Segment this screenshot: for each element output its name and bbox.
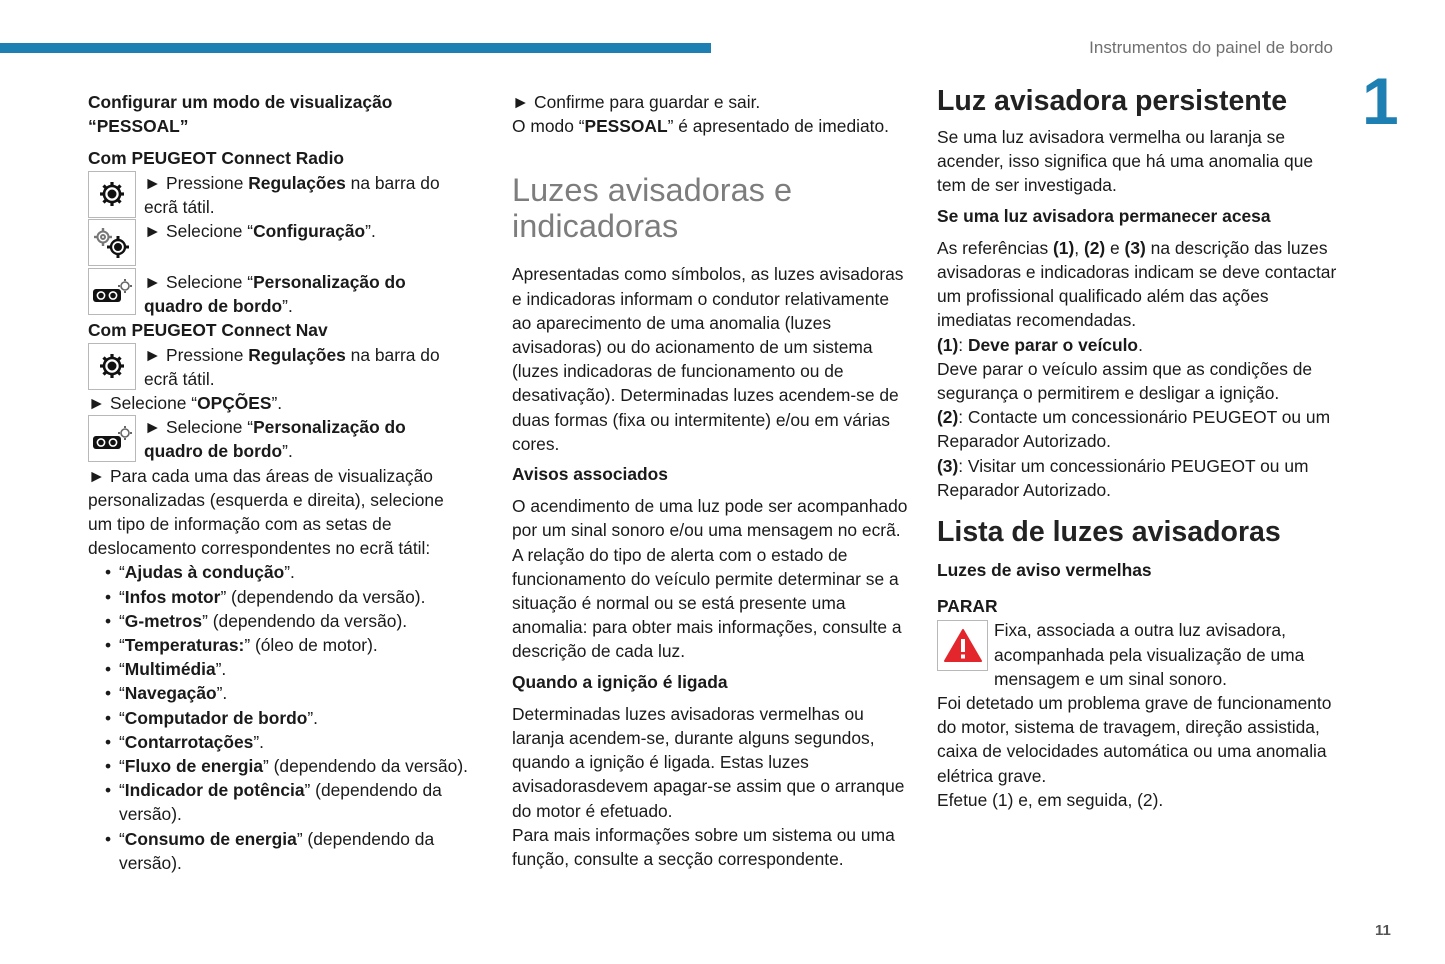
- info-type-item: • “G-metros” (dependendo da versão).: [119, 609, 468, 633]
- paragraph: Deve parar o veículo assim que as condições de segurança o permitirem e desligar a ignição.: [937, 358, 1313, 404]
- column-left: [88, 90, 468, 875]
- references-paragraph: As referências (1), (2) e (3) na descrição das luzes avisadoras e indicadoras indicam se deve contactar um profissional qualificado além das ações imediatas recomendadas.: [937, 237, 1337, 331]
- step-text: ► Pressione Regulações na barra do ecrã tátil.: [144, 172, 440, 217]
- step-text: ► Pressione Regulações na barra do ecrã tátil.: [144, 344, 440, 389]
- paragraph: A relação do tipo de alerta com o estado de funcionamento do veículo permite determinar se a situação é normal ou se está presente uma anomalia: para obter mais informações, consulte a descrição de cada luz.: [512, 544, 902, 662]
- info-type-list: [88, 560, 468, 875]
- persistent-light-heading: Luz avisadora persistente: [937, 85, 1288, 117]
- section-title: Instrumentos do painel de bordo: [1089, 38, 1333, 57]
- paragraph: Foi detetado um problema grave de funcionamento do motor, sistema de travagem, direção assistida, caixa de velocidades automática ou uma anomalia elétrica grave.: [937, 693, 1332, 786]
- warning-lights-title: Luzes avisadoras e indicadoras: [512, 172, 793, 245]
- cluster-personalization-icon: [88, 415, 136, 462]
- step-row: [88, 415, 468, 463]
- step-row: [88, 268, 468, 318]
- paragraph: Para mais informações sobre um sistema ou uma função, consulte a secção correspondente.: [512, 824, 895, 870]
- info-type-item: • “Multimédia”.: [119, 657, 468, 681]
- display-areas-text: ► Para cada uma das áreas de visualização personalizadas (esquerda e direita), selecione um tipo de informação com as setas de deslocamento correspondentes no ecrã tátil:: [88, 465, 444, 559]
- reference-3: (3): Visitar um concessionário PEUGEOT ou um Reparador Autorizado.: [937, 455, 1309, 500]
- associated-warnings-heading: Avisos associados: [512, 464, 668, 485]
- warning-list-heading: Lista de luzes avisadoras: [937, 516, 1281, 549]
- step-row: [88, 171, 468, 219]
- confirm-step: ► Confirme para guardar e sair.: [512, 92, 761, 112]
- header-accent-bar: [0, 43, 711, 53]
- settings-gear-icon: [88, 343, 136, 390]
- mode-shown-text: O modo “PESSOAL” é apresentado de imediato.: [512, 116, 889, 137]
- info-type-item: • “Consumo de energia” (dependendo da versão).: [119, 827, 468, 875]
- reference-2: (2): Contacte um concessionário PEUGEOT ou um Reparador Autorizado.: [937, 407, 1331, 452]
- cluster-personalization-icon: [88, 268, 136, 315]
- connect-radio-heading: Com PEUGEOT Connect Radio: [88, 148, 345, 169]
- settings-gear-icon: [88, 171, 136, 218]
- info-type-item: • “Ajudas à condução”.: [119, 560, 468, 584]
- step-row: [88, 219, 468, 266]
- intro-paragraph: Apresentadas como símbolos, as luzes avisadoras e indicadoras informam o condutor relativamente ao aparecimento de uma anomalia (luzes avisadoras) ou do acionamento de um sistema (luzes indicadoras de funcionamento ou de desativação). Determinadas luzes acendem-se de duas formas (fixa ou intermitente) e/ou em várias cores.: [512, 264, 904, 454]
- chapter-number: 1: [1362, 64, 1399, 138]
- info-type-item: • “Computador de bordo”.: [119, 706, 468, 730]
- step-row: [88, 343, 468, 391]
- page-number: 11: [1375, 922, 1391, 939]
- step-text: ► Selecione “OPÇÕES”.: [88, 393, 283, 414]
- step-text: ► Selecione “Personalização do quadro de bordo”.: [144, 272, 406, 317]
- info-type-item: • “Fluxo de energia” (dependendo da versão).: [119, 754, 468, 778]
- info-type-item: • “Indicador de potência” (dependendo da versão).: [119, 778, 468, 826]
- info-type-item: • “Temperaturas:” (óleo de motor).: [119, 633, 468, 657]
- info-type-item: • “Contarrotações”.: [119, 730, 468, 754]
- step-text: ► Selecione “Personalização do quadro de bordo”.: [144, 417, 406, 462]
- connect-nav-heading: Com PEUGEOT Connect Nav: [88, 320, 328, 341]
- column-right: [937, 85, 1337, 812]
- stop-warning-triangle-icon: [937, 620, 988, 671]
- personal-mode-heading: Configurar um modo de visualização “PESSOAL”: [88, 92, 393, 137]
- stop-heading: PARAR: [937, 596, 998, 617]
- reference-1: (1): Deve parar o veículo.: [937, 334, 1143, 355]
- stop-row: [937, 618, 1337, 691]
- light-stays-on-heading: Se uma luz avisadora permanecer acesa: [937, 205, 1271, 226]
- step-text: ► Selecione “Configuração”.: [144, 221, 376, 242]
- column-middle: [512, 90, 912, 871]
- configuration-gears-icon: [88, 219, 136, 266]
- paragraph: Se uma luz avisadora vermelha ou laranja se acender, isso significa que há uma anomalia que tem de ser investigada.: [937, 127, 1314, 196]
- paragraph: Determinadas luzes avisadoras vermelhas ou laranja acendem-se, durante alguns segundos, quando a ignição é ligada. Estas luzes avisadorasdevem apagar-se assim que o arranque do motor é efetuado.: [512, 703, 905, 821]
- paragraph: Fixa, associada a outra luz avisadora, acompanhada pela visualização de uma mensagem e um sinal sonoro.: [994, 620, 1305, 689]
- ignition-heading: Quando a ignição é ligada: [512, 671, 728, 692]
- info-type-item: • “Infos motor” (dependendo da versão).: [119, 585, 468, 609]
- red-warnings-heading: Luzes de aviso vermelhas: [937, 560, 1152, 581]
- info-type-item: • “Navegação”.: [119, 681, 468, 705]
- paragraph: Efetue (1) e, em seguida, (2).: [937, 789, 1164, 810]
- paragraph: O acendimento de uma luz pode ser acompanhado por um sinal sonoro e/ou uma mensagem no ecrã.: [512, 496, 908, 541]
